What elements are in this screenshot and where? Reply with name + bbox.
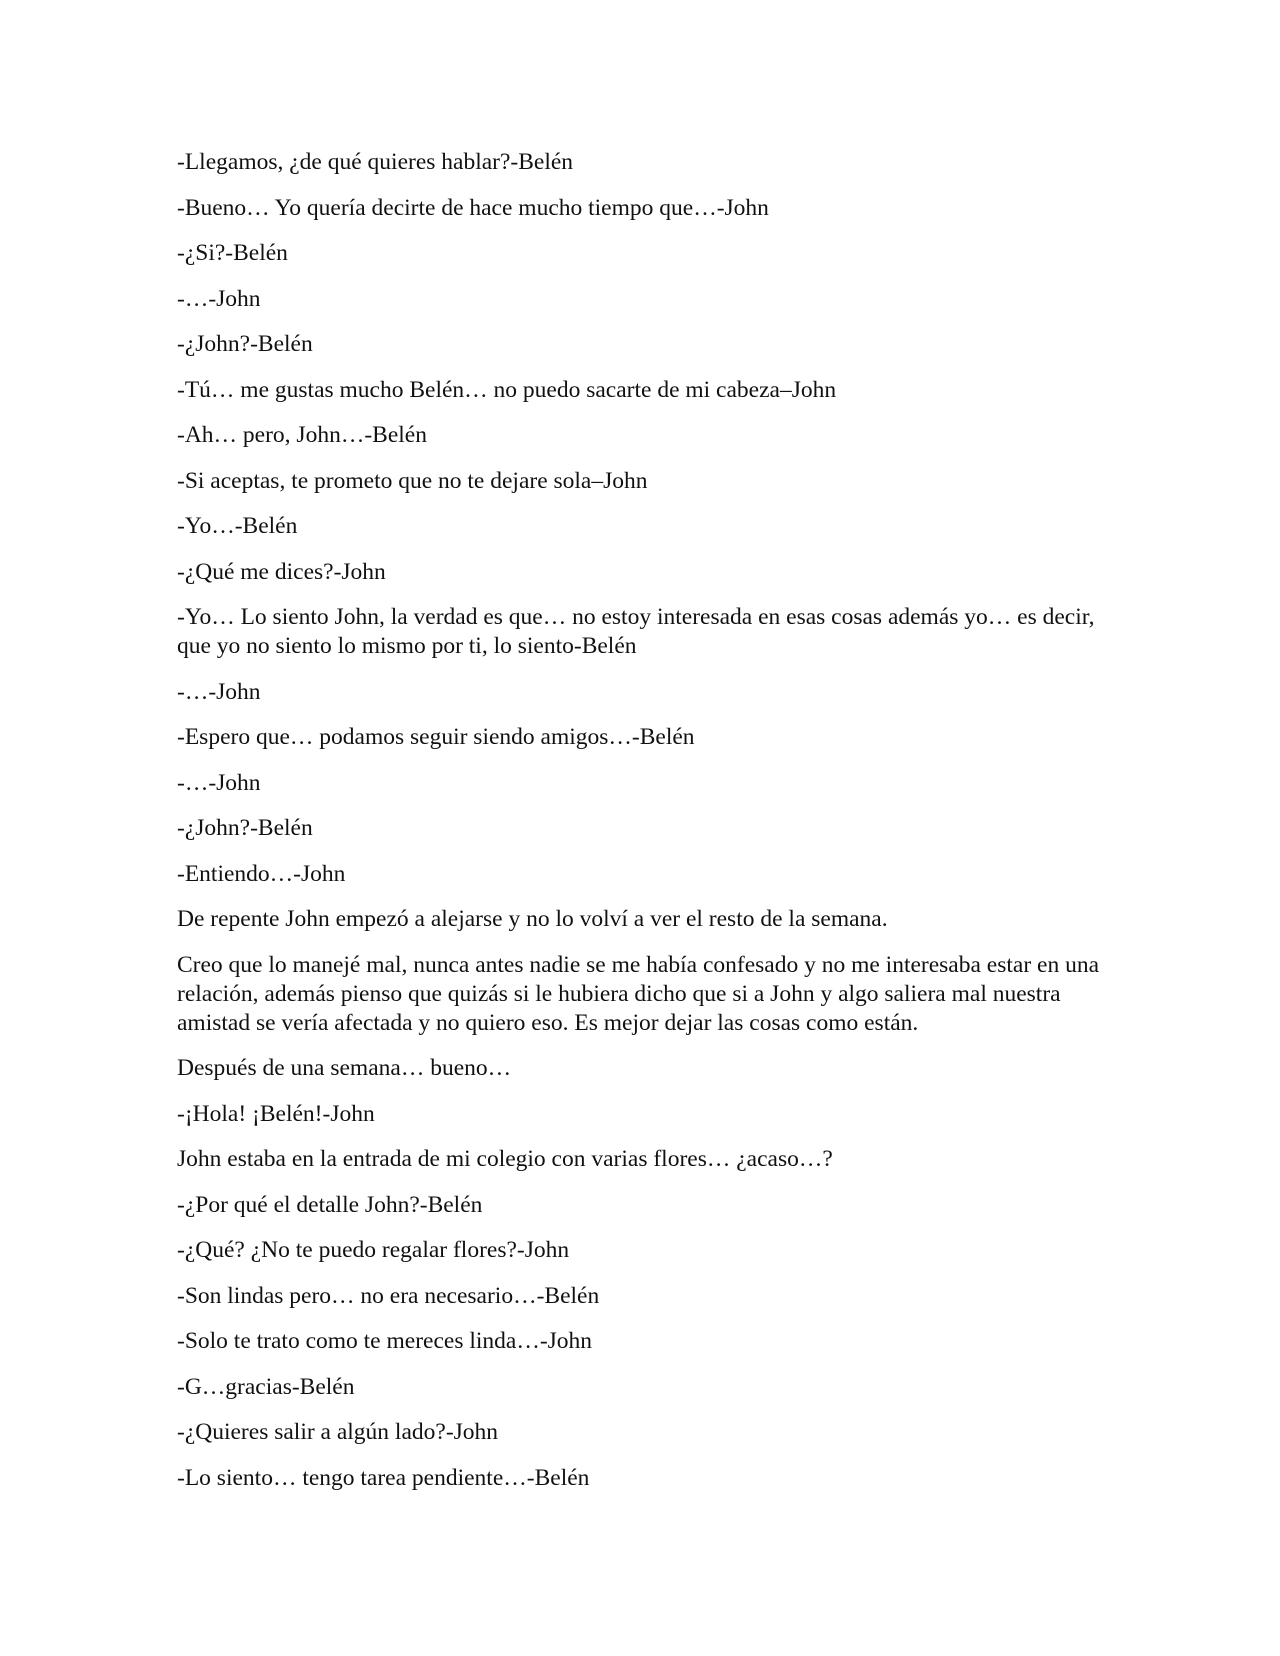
- dialogue-line: -…-John: [177, 678, 261, 705]
- dialogue-line: -…-John: [177, 769, 261, 796]
- dialogue-line: -Entiendo…-John: [177, 860, 346, 887]
- dialogue-line: -…-John: [177, 285, 261, 312]
- dialogue-line: -Yo…-Belén: [177, 513, 298, 539]
- narrative-paragraph: De repente John empezó a alejarse y no lo volví a ver el resto de la semana.: [177, 906, 888, 932]
- narrative-paragraph: John estaba en la entrada de mi colegio con varias flores… ¿acaso…?: [177, 1146, 833, 1172]
- dialogue-line: -Son lindas pero… no era necesario…-Belén: [177, 1282, 600, 1309]
- dialogue-line: -Tú… me gustas mucho Belén… no puedo sacarte de mi cabeza–John: [177, 376, 837, 403]
- dialogue-line: -¿Qué? ¿No te puedo regalar flores?-John: [177, 1237, 570, 1263]
- dialogue-line: -Solo te trato como te mereces linda…-John: [177, 1328, 593, 1354]
- dialogue-line: -¿Quieres salir a algún lado?-John: [177, 1419, 499, 1445]
- dialogue-line: -Bueno… Yo quería decirte de hace mucho tiempo que…-John: [177, 194, 769, 221]
- dialogue-line: -¡Hola! ¡Belén!-John: [177, 1100, 375, 1127]
- dialogue-line: -Espero que… podamos seguir siendo amigos…-Belén: [177, 724, 695, 750]
- dialogue-line: -G…gracias-Belén: [177, 1373, 355, 1400]
- dialogue-line: -Ah… pero, John…-Belén: [177, 422, 427, 448]
- document-body: [177, 148, 1107, 1509]
- dialogue-line: -¿John?-Belén: [177, 815, 313, 841]
- dialogue-line: -¿Por qué el detalle John?-Belén: [177, 1191, 483, 1218]
- dialogue-line: -Si aceptas, te prometo que no te dejare sola–John: [177, 467, 648, 494]
- dialogue-line: -Lo siento… tengo tarea pendiente…-Belén: [177, 1464, 590, 1491]
- dialogue-line: -¿Si?-Belén: [177, 240, 288, 266]
- narrative-paragraph: Después de una semana… bueno…: [177, 1055, 512, 1081]
- dialogue-line: -Yo… Lo siento John, la verdad es que… no estoy interesada en esas cosas además yo… es decir, que yo no siento lo mismo por ti, lo siento-Belén: [177, 604, 1095, 659]
- dialogue-line: -¿John?-Belén: [177, 331, 313, 357]
- narrative-paragraph: Creo que lo manejé mal, nunca antes nadie se me había confesado y no me interesaba estar en una relación, además pienso que quizás si le hubiera dicho que si a John y algo saliera mal nuestra amistad se vería afectada y no quiero eso. Es mejor dejar las cosas como están.: [177, 951, 1100, 1036]
- dialogue-line: -Llegamos, ¿de qué quieres hablar?-Belén: [177, 149, 574, 175]
- dialogue-line: -¿Qué me dices?-John: [177, 558, 386, 585]
